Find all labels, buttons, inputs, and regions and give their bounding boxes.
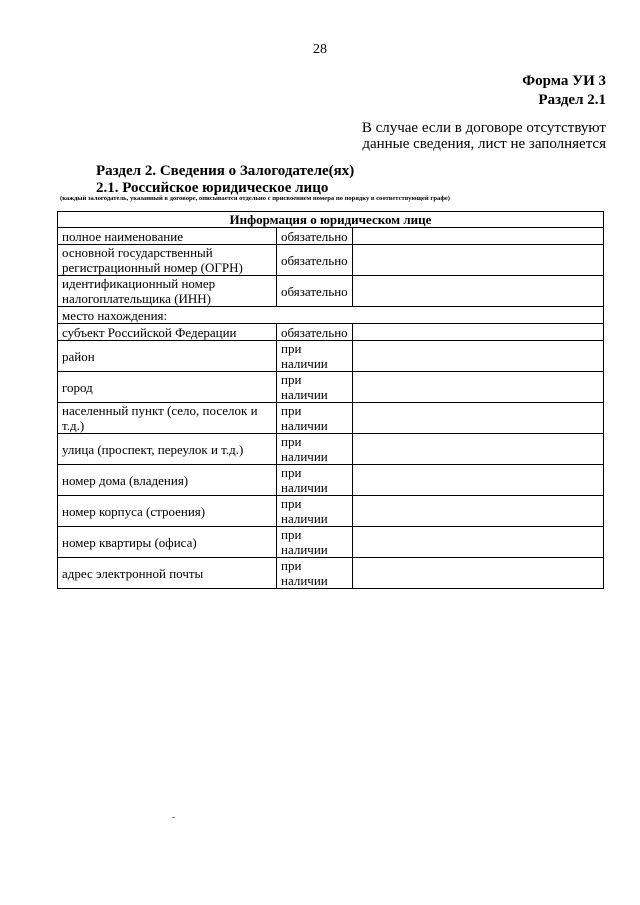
legal-entity-info-table	[57, 211, 604, 589]
form-header	[522, 72, 606, 110]
row-requirement: обязательно	[277, 228, 353, 245]
row-value-field[interactable]	[353, 558, 604, 589]
table-row	[58, 558, 604, 589]
row-label: улица (проспект, переулок и т.д.)	[58, 434, 277, 465]
row-label: адрес электронной почты	[58, 558, 277, 589]
row-requirement: при наличии	[277, 372, 353, 403]
row-requirement: при наличии	[277, 403, 353, 434]
row-label: населенный пункт (село, поселок и т.д.)	[58, 403, 277, 434]
row-value-field[interactable]	[353, 434, 604, 465]
section-title: Раздел 2. Сведения о Залогодателе(ях)	[96, 163, 355, 179]
row-label: субъект Российской Федерации	[58, 324, 277, 341]
table-row	[58, 403, 604, 434]
row-value-field[interactable]	[353, 465, 604, 496]
subsection-title: 2.1. Российское юридическое лицо	[96, 180, 329, 196]
table-row	[58, 496, 604, 527]
row-label: район	[58, 341, 277, 372]
row-label: номер квартиры (офиса)	[58, 527, 277, 558]
row-label: номер дома (владения)	[58, 465, 277, 496]
row-requirement: при наличии	[277, 527, 353, 558]
row-label: номер корпуса (строения)	[58, 496, 277, 527]
form-name: Форма УИ 3	[522, 73, 606, 89]
row-requirement: при наличии	[277, 558, 353, 589]
row-requirement: при наличии	[277, 496, 353, 527]
fill-note	[362, 120, 606, 152]
row-requirement: обязательно	[277, 245, 353, 276]
row-requirement: при наличии	[277, 341, 353, 372]
fill-note-line-2: данные сведения, лист не заполняется	[362, 136, 606, 152]
scan-speck	[172, 817, 175, 818]
row-label: полное наименование	[58, 228, 277, 245]
row-requirement: обязательно	[277, 324, 353, 341]
row-requirement: при наличии	[277, 465, 353, 496]
row-requirement: обязательно	[277, 276, 353, 307]
row-value-field[interactable]	[353, 403, 604, 434]
table-header: Информация о юридическом лице	[58, 212, 604, 228]
table-row	[58, 465, 604, 496]
row-value-field[interactable]	[353, 496, 604, 527]
table-row	[58, 228, 604, 245]
row-value-field[interactable]	[353, 276, 604, 307]
table-row	[58, 276, 604, 307]
table-row	[58, 434, 604, 465]
row-label: город	[58, 372, 277, 403]
row-requirement: при наличии	[277, 434, 353, 465]
row-label: место нахождения:	[58, 307, 604, 324]
instruction-note: (каждый залогодатель, указанный в договоре, описывается отдельно с присвоением номера по порядку в соответствующей графе)	[60, 195, 451, 202]
row-value-field[interactable]	[353, 341, 604, 372]
table-row	[58, 341, 604, 372]
row-label: идентификационный номер налогоплательщика (ИНН)	[58, 276, 277, 307]
row-value-field[interactable]	[353, 228, 604, 245]
row-value-field[interactable]	[353, 527, 604, 558]
table-row	[58, 245, 604, 276]
table-row	[58, 527, 604, 558]
table-row	[58, 324, 604, 341]
row-label: основной государственный регистрационный номер (ОГРН)	[58, 245, 277, 276]
row-value-field[interactable]	[353, 372, 604, 403]
page-number: 28	[313, 42, 327, 57]
row-value-field[interactable]	[353, 324, 604, 341]
table-row	[58, 372, 604, 403]
fill-note-line-1: В случае если в договоре отсутствуют	[361, 120, 606, 136]
row-value-field[interactable]	[353, 245, 604, 276]
table-row	[58, 307, 604, 324]
form-section: Раздел 2.1	[538, 92, 606, 108]
